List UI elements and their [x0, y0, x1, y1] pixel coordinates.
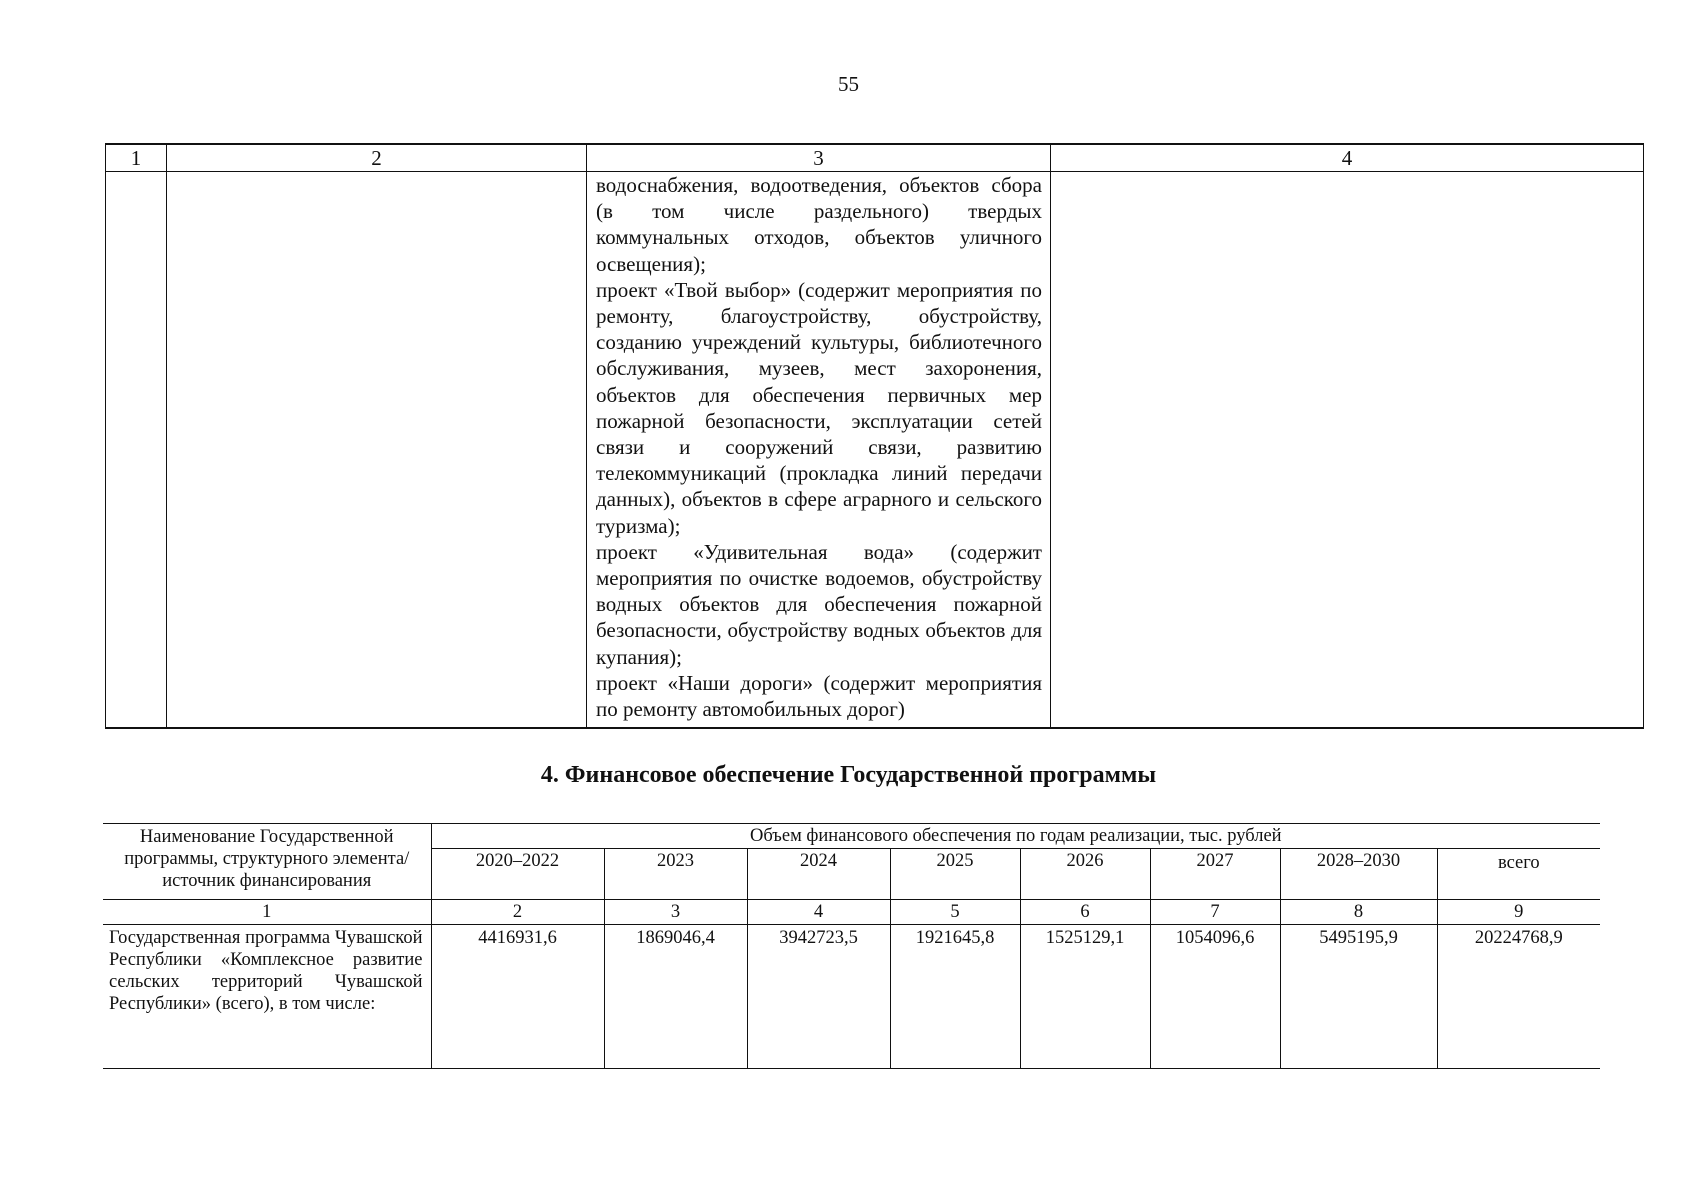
- year-header: 2027: [1150, 849, 1280, 900]
- upper-table-cell-col2: [167, 172, 587, 728]
- total-header: всего: [1437, 849, 1600, 900]
- column-number: 5: [890, 900, 1020, 925]
- column-number: 7: [1150, 900, 1280, 925]
- value-cell: 5495195,9: [1280, 925, 1437, 1069]
- year-header: 2026: [1020, 849, 1150, 900]
- upper-table-header-col3: 3: [587, 144, 1051, 172]
- column-number: 6: [1020, 900, 1150, 925]
- column-number: 3: [604, 900, 747, 925]
- upper-table-cell-description: [587, 172, 1051, 728]
- value-cell: 1869046,4: [604, 925, 747, 1069]
- description-paragraph: проект «Удивительная вода» (содержит мероприятия по очистке водоемов, обустройству водных объектов для обеспечения пожарной безопасности, обустройству водных объектов для купания);: [596, 539, 1042, 669]
- year-header: 2025: [890, 849, 1020, 900]
- upper-table-header-col4: 4: [1051, 144, 1644, 172]
- finance-header-row-group: [103, 824, 1600, 849]
- description-paragraph: проект «Наши дороги» (содержит мероприятия по ремонту автомобильных дорог): [596, 670, 1042, 722]
- program-name-cell: Государственная программа Чувашской Республики «Комплексное развитие сельских территорий Чувашской Республики» (всего), в том числе:: [103, 925, 431, 1069]
- year-header: 2023: [604, 849, 747, 900]
- upper-table-cell-col4: [1051, 172, 1644, 728]
- upper-table-header-col1: 1: [106, 144, 167, 172]
- value-cell: 1054096,6: [1150, 925, 1280, 1069]
- column-number: 4: [747, 900, 890, 925]
- year-header: 2020–2022: [431, 849, 604, 900]
- finance-name-header: Наименование Государственной программы, структурного элемента/ источник финансирования: [103, 824, 431, 900]
- section-title: 4. Финансовое обеспечение Государственной программы: [540, 762, 1157, 788]
- value-cell: 1525129,1: [1020, 925, 1150, 1069]
- description-paragraph: проект «Твой выбор» (содержит мероприятия по ремонту, благоустройству, обустройству, созданию учреждений культуры, библиотечного обслуживания, музеев, мест захоронения, объектов для обеспечения первичных мер пожарной безопасности, эксплуатации сетей связи и сооружений связи, развитию телекоммуникаций (прокладка линий передачи данных), объектов в сфере аграрного и сельского туризма);: [596, 277, 1042, 538]
- upper-table-header-col2: 2: [167, 144, 587, 172]
- upper-table-cell-col1: [106, 172, 167, 728]
- table-row: [106, 172, 1644, 728]
- value-cell: 1921645,8: [890, 925, 1020, 1069]
- finance-column-numbers-row: [103, 900, 1600, 925]
- table-row: [103, 925, 1600, 1069]
- year-header: 2028–2030: [1280, 849, 1437, 900]
- finance-group-header: Объем финансового обеспечения по годам реализации, тыс. рублей: [431, 824, 1600, 849]
- description-paragraph: водоснабжения, водоотведения, объектов сбора (в том числе раздельного) твердых коммунальных отходов, объектов уличного освещения);: [596, 173, 1042, 276]
- column-number: 8: [1280, 900, 1437, 925]
- year-header: 2024: [747, 849, 890, 900]
- value-cell: 4416931,6: [431, 925, 604, 1069]
- column-number: 9: [1437, 900, 1600, 925]
- page-number: 55: [838, 72, 859, 96]
- value-cell: 3942723,5: [747, 925, 890, 1069]
- column-number: 1: [103, 900, 431, 925]
- finance-table: [103, 823, 1600, 1069]
- upper-table-header-row: [106, 144, 1644, 172]
- total-value-cell: 20224768,9: [1437, 925, 1600, 1069]
- upper-continuation-table: [105, 143, 1644, 729]
- column-number: 2: [431, 900, 604, 925]
